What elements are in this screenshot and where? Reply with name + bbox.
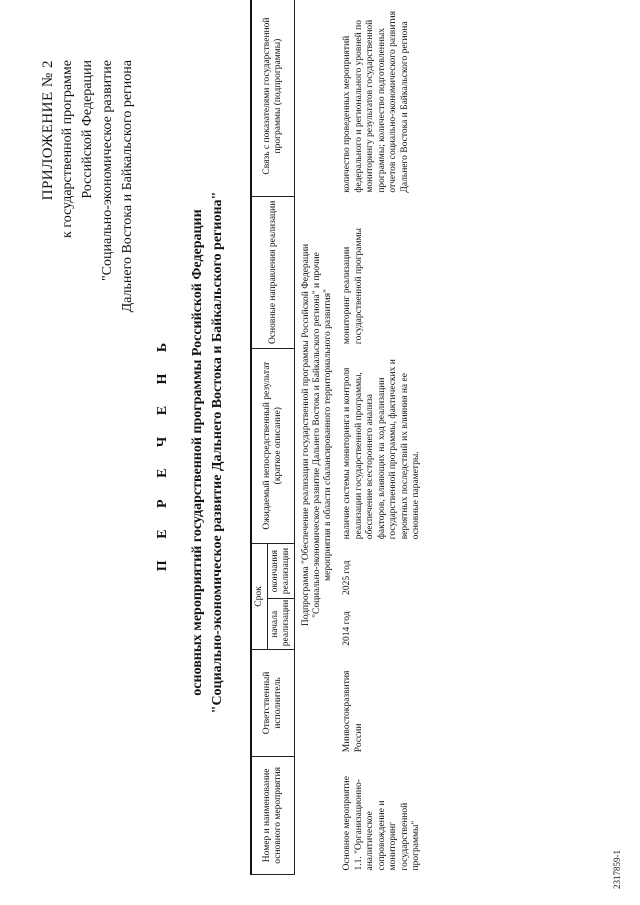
table-row [339, 0, 426, 875]
cell-end: 2025 год [342, 560, 352, 595]
header-result: Ожидаемый непосредственный результат (краткое описание) [251, 348, 295, 543]
measures-table [250, 0, 426, 875]
appendix-block [38, 60, 138, 905]
document-subtitle [188, 0, 228, 905]
header-link: Связь с показателями государственной программы (подпрограммы) [251, 0, 295, 197]
header-end: окончания реализации [268, 543, 295, 599]
header-term: Срок [251, 543, 268, 649]
header-name: Номер и наименование основного мероприятия [251, 756, 295, 874]
appendix-line: "Социально-экономическое развитие [100, 60, 115, 282]
document-title: П Е Р Е Ч Е Н Ь [155, 333, 170, 572]
cell-executor: Минвостокразвития России [342, 670, 364, 753]
cell-name: Основное мероприятие 1.1. "Организационно-аналитическое сопровождение и мониторинг государственной программы" [342, 776, 421, 871]
appendix-number: ПРИЛОЖЕНИЕ № 2 [40, 60, 56, 201]
subtitle-line: "Социально-экономическое развитие Дальнего Востока и Байкальского региона" [210, 191, 225, 714]
subprogram-line: мероприятия в области сбалансированного территориального развития" [323, 289, 333, 581]
subprogram-line: Подпрограмма "Обеспечение реализации государственной программы Российской Федерации [301, 243, 311, 627]
subprogram-line: "Социально-экономическое развитие Дальнего Востока и Байкальского региона" и прочие [312, 252, 322, 618]
cell-link: количество проведенных мероприятий федерального и регионального уровней по мониторингу результатов государственной программы; количество подготовленных отчетов социально-экономического развития Дальнего Востока и Байкальского региона [342, 11, 410, 193]
subprogram-title [295, 0, 340, 875]
cell-start: 2014 год [342, 611, 352, 646]
appendix-line: Российской Федерации [80, 60, 95, 199]
cell-directions: мониторинг реализации государственной программы [342, 228, 364, 345]
appendix-line: Дальнего Востока и Байкальского региона [120, 60, 135, 313]
appendix-line: к государственной программе [60, 60, 75, 238]
subtitle-line: основных мероприятий государственной программы Российской Федерации [190, 209, 205, 696]
cell-result: наличие системы мониторинга и контроля реализации государственной программы, обеспечение всестороннего анализа факторов, влияющих на ход реализации государственной программы, фактических и вероятных последствий их влияния на ее основные параметры. [342, 359, 421, 540]
header-executor: Ответственный исполнитель [251, 650, 295, 756]
header-start: начала реализации [268, 599, 295, 650]
header-directions: Основные направления реализации [251, 197, 295, 348]
subprogram-row [295, 0, 340, 875]
document-code: 2317859-1 [612, 850, 622, 889]
